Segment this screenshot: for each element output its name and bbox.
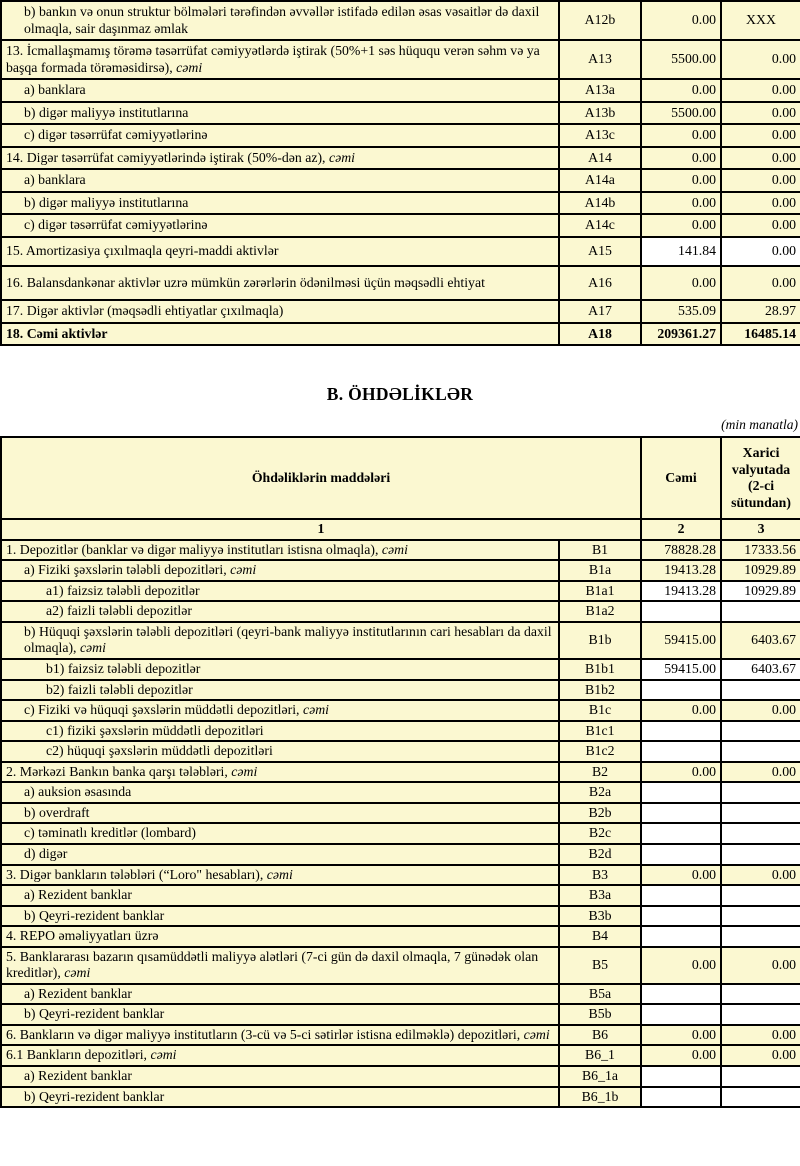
item-label-cell: a2) faizli tələbli depozitlər xyxy=(1,601,559,622)
table-row xyxy=(1,823,800,844)
table-row xyxy=(1,169,800,192)
code-cell: B1a xyxy=(559,560,641,581)
code-cell: B1b xyxy=(559,622,641,659)
item-label-cell: 1. Depozitlər (banklar və digər maliyyə institutları istisna olmaqla), cəmi xyxy=(1,540,559,561)
value-fx-cell xyxy=(721,926,800,947)
code-cell: B1c2 xyxy=(559,741,641,762)
value-total-cell xyxy=(641,782,721,803)
table-row xyxy=(1,581,800,602)
code-cell: A17 xyxy=(559,300,641,323)
table-row xyxy=(1,926,800,947)
value-total-cell: 78828.28 xyxy=(641,540,721,561)
value-fx-cell: 0.00 xyxy=(721,40,800,79)
item-label-cell: b) Hüquqi şəxslərin tələbli depozitləri (qeyri-bank maliyyə institutlarının cari hesabları da daxil olmaqla), cəmi xyxy=(1,622,559,659)
item-label-cell: a) Rezident banklar xyxy=(1,885,559,906)
value-fx-cell: 0.00 xyxy=(721,214,800,237)
item-label-cell: 17. Digər aktivlər (məqsədli ehtiyatlar çıxılmaqla) xyxy=(1,300,559,323)
code-cell: B2 xyxy=(559,762,641,783)
code-cell: B5b xyxy=(559,1004,641,1025)
code-cell: A13 xyxy=(559,40,641,79)
value-total-cell xyxy=(641,1004,721,1025)
item-label-cell: d) digər xyxy=(1,844,559,865)
value-fx-cell: 0.00 xyxy=(721,1025,800,1046)
item-label-cell: b) Qeyri-rezident banklar xyxy=(1,1087,559,1108)
value-total-cell: 5500.00 xyxy=(641,102,721,125)
liabilities-table xyxy=(0,436,800,1108)
code-cell: A16 xyxy=(559,266,641,301)
item-label-cell: c) digər təsərrüfat cəmiyyətlərinə xyxy=(1,214,559,237)
unit-note: (min manatla) xyxy=(721,417,798,433)
table-row xyxy=(1,601,800,622)
value-fx-cell: 0.00 xyxy=(721,762,800,783)
code-cell: B1b2 xyxy=(559,680,641,701)
value-total-cell xyxy=(641,926,721,947)
code-cell: A13b xyxy=(559,102,641,125)
table-row xyxy=(1,741,800,762)
value-fx-cell xyxy=(721,984,800,1005)
table-row xyxy=(1,1,800,40)
value-fx-cell xyxy=(721,844,800,865)
code-cell: B4 xyxy=(559,926,641,947)
value-total-cell: 0.00 xyxy=(641,947,721,984)
table-row xyxy=(1,79,800,102)
item-label-cell: b2) faizli tələbli depozitlər xyxy=(1,680,559,701)
value-fx-cell: 10929.89 xyxy=(721,581,800,602)
code-cell: A12b xyxy=(559,1,641,40)
code-cell: B1c1 xyxy=(559,721,641,742)
value-total-cell: 0.00 xyxy=(641,124,721,147)
table-row xyxy=(1,1087,800,1108)
value-total-cell: 0.00 xyxy=(641,192,721,215)
item-label-cell: a) Fiziki şəxslərin tələbli depozitləri, cəmi xyxy=(1,560,559,581)
item-label-cell: b) digər maliyyə institutlarına xyxy=(1,192,559,215)
item-label-cell: a) Rezident banklar xyxy=(1,1066,559,1087)
code-cell: B3b xyxy=(559,906,641,927)
value-total-cell xyxy=(641,823,721,844)
value-total-cell: 535.09 xyxy=(641,300,721,323)
code-cell: B2a xyxy=(559,782,641,803)
value-fx-cell: 0.00 xyxy=(721,169,800,192)
value-fx-cell: 0.00 xyxy=(721,102,800,125)
code-cell: A14 xyxy=(559,147,641,170)
value-total-cell xyxy=(641,741,721,762)
items-header-cell: Öhdəliklərin maddələri xyxy=(1,437,641,519)
value-total-cell: 0.00 xyxy=(641,169,721,192)
item-label-cell: c) təminatlı kreditlər (lombard) xyxy=(1,823,559,844)
value-total-cell: 0.00 xyxy=(641,214,721,237)
value-total-cell: 0.00 xyxy=(641,1,721,40)
table-row xyxy=(1,844,800,865)
code-cell: A18 xyxy=(559,323,641,346)
col-number-cell: 2 xyxy=(641,519,721,540)
value-fx-cell xyxy=(721,680,800,701)
table-row xyxy=(1,803,800,824)
item-label-cell: 13. İcmallaşmamış törəmə təsərrüfat cəmiyyətlərdə iştirak (50%+1 səs hüququ verən səhm və ya başqa formada törəməsidirsə), cəmi xyxy=(1,40,559,79)
value-fx-cell xyxy=(721,906,800,927)
item-label-cell: 6. Bankların və digər maliyyə institutların (3-cü və 5-ci sətirlər istisna edilməklə) depozitləri, cəmi xyxy=(1,1025,559,1046)
value-fx-cell: 0.00 xyxy=(721,147,800,170)
table-row xyxy=(1,762,800,783)
code-cell: B3 xyxy=(559,865,641,886)
code-cell: B1a1 xyxy=(559,581,641,602)
item-label-cell: b) bankın və onun struktur bölmələri tərəfindən əvvəllər istifadə edilən əsas vəsaitlər də daxil olmaqla, sair daşınmaz əmlak xyxy=(1,1,559,40)
value-fx-cell: 10929.89 xyxy=(721,560,800,581)
value-total-cell: 0.00 xyxy=(641,1025,721,1046)
code-cell: A14b xyxy=(559,192,641,215)
code-cell: A15 xyxy=(559,237,641,266)
item-label-cell: c1) fiziki şəxslərin müddətli depozitləri xyxy=(1,721,559,742)
table-row xyxy=(1,659,800,680)
code-cell: B2b xyxy=(559,803,641,824)
table-row xyxy=(1,947,800,984)
code-cell: B6_1b xyxy=(559,1087,641,1108)
table-row xyxy=(1,560,800,581)
liabilities-header-row xyxy=(1,437,800,519)
value-fx-cell: 0.00 xyxy=(721,237,800,266)
item-label-cell: 14. Digər təsərrüfat cəmiyyətlərində iştirak (50%-dən az), cəmi xyxy=(1,147,559,170)
value-total-cell: 0.00 xyxy=(641,865,721,886)
value-fx-cell xyxy=(721,721,800,742)
table-row xyxy=(1,1045,800,1066)
value-total-cell xyxy=(641,906,721,927)
table-row xyxy=(1,622,800,659)
table-row xyxy=(1,721,800,742)
value-fx-cell: XXX xyxy=(721,1,800,40)
table-row xyxy=(1,192,800,215)
value-fx-cell: 0.00 xyxy=(721,124,800,147)
value-fx-cell: 6403.67 xyxy=(721,659,800,680)
value-total-cell xyxy=(641,984,721,1005)
table-row xyxy=(1,540,800,561)
value-total-cell: 19413.28 xyxy=(641,560,721,581)
table-row xyxy=(1,147,800,170)
item-label-cell: a) banklara xyxy=(1,169,559,192)
table-row xyxy=(1,214,800,237)
code-cell: B2c xyxy=(559,823,641,844)
value-fx-cell: 28.97 xyxy=(721,300,800,323)
item-label-cell: a1) faizsiz tələbli depozitlər xyxy=(1,581,559,602)
column-numbers-row xyxy=(1,519,800,540)
code-cell: B2d xyxy=(559,844,641,865)
value-fx-cell: 17333.56 xyxy=(721,540,800,561)
code-cell: B5a xyxy=(559,984,641,1005)
value-total-cell: 0.00 xyxy=(641,762,721,783)
item-label-cell: b) digər maliyyə institutlarına xyxy=(1,102,559,125)
value-total-cell xyxy=(641,885,721,906)
item-label-cell: a) banklara xyxy=(1,79,559,102)
table-row xyxy=(1,124,800,147)
value-total-cell: 19413.28 xyxy=(641,581,721,602)
assets-table xyxy=(0,0,800,346)
code-cell: B6_1a xyxy=(559,1066,641,1087)
code-cell: B6 xyxy=(559,1025,641,1046)
col-number-cell: 3 xyxy=(721,519,800,540)
item-label-cell: b1) faizsiz tələbli depozitlər xyxy=(1,659,559,680)
value-total-cell xyxy=(641,1066,721,1087)
table-row xyxy=(1,323,800,346)
value-total-cell: 5500.00 xyxy=(641,40,721,79)
code-cell: A13c xyxy=(559,124,641,147)
value-fx-cell xyxy=(721,1004,800,1025)
value-fx-cell: 0.00 xyxy=(721,700,800,721)
value-fx-cell xyxy=(721,823,800,844)
code-cell: B1b1 xyxy=(559,659,641,680)
value-total-cell: 0.00 xyxy=(641,700,721,721)
value-total-cell: 59415.00 xyxy=(641,659,721,680)
table-row xyxy=(1,40,800,79)
value-total-cell xyxy=(641,844,721,865)
item-label-cell: 6.1 Bankların depozitləri, cəmi xyxy=(1,1045,559,1066)
value-fx-cell: 0.00 xyxy=(721,192,800,215)
table-row xyxy=(1,102,800,125)
item-label-cell: c) Fiziki və hüquqi şəxslərin müddətli depozitləri, cəmi xyxy=(1,700,559,721)
table-row xyxy=(1,984,800,1005)
table-row xyxy=(1,782,800,803)
code-cell: A14c xyxy=(559,214,641,237)
value-fx-cell xyxy=(721,782,800,803)
value-total-cell xyxy=(641,803,721,824)
value-fx-cell xyxy=(721,803,800,824)
item-label-cell: b) Qeyri-rezident banklar xyxy=(1,906,559,927)
item-label-cell: c2) hüquqi şəxslərin müddətli depozitləri xyxy=(1,741,559,762)
code-cell: B1a2 xyxy=(559,601,641,622)
value-total-cell: 209361.27 xyxy=(641,323,721,346)
table-row xyxy=(1,906,800,927)
value-fx-cell: 16485.14 xyxy=(721,323,800,346)
value-total-cell xyxy=(641,680,721,701)
item-label-cell: b) overdraft xyxy=(1,803,559,824)
code-cell: A14a xyxy=(559,169,641,192)
value-total-cell: 0.00 xyxy=(641,1045,721,1066)
value-total-cell: 0.00 xyxy=(641,266,721,301)
item-label-cell: 4. REPO əməliyyatları üzrə xyxy=(1,926,559,947)
value-total-cell: 0.00 xyxy=(641,147,721,170)
item-label-cell: 15. Amortizasiya çıxılmaqla qeyri-maddi aktivlər xyxy=(1,237,559,266)
item-label-cell: 5. Banklararası bazarın qısamüddətli maliyyə alətləri (7-ci gün də daxil olmaqla, 7 günədək olan kreditlər), cəmi xyxy=(1,947,559,984)
table-row xyxy=(1,865,800,886)
total-header-cell: Cəmi xyxy=(641,437,721,519)
value-fx-cell: 0.00 xyxy=(721,79,800,102)
code-cell: B1c xyxy=(559,700,641,721)
value-total-cell: 0.00 xyxy=(641,79,721,102)
col-number-cell: 1 xyxy=(1,519,641,540)
code-cell: B6_1 xyxy=(559,1045,641,1066)
item-label-cell: 3. Digər bankların tələbləri (“Loro" hesabları), cəmi xyxy=(1,865,559,886)
code-cell: B5 xyxy=(559,947,641,984)
table-row xyxy=(1,266,800,301)
item-label-cell: b) Qeyri-rezident banklar xyxy=(1,1004,559,1025)
value-fx-cell xyxy=(721,601,800,622)
value-fx-cell xyxy=(721,885,800,906)
item-label-cell: a) auksion əsasında xyxy=(1,782,559,803)
table-row xyxy=(1,885,800,906)
code-cell: B1 xyxy=(559,540,641,561)
table-row xyxy=(1,300,800,323)
value-total-cell xyxy=(641,721,721,742)
value-fx-cell xyxy=(721,741,800,762)
value-total-cell xyxy=(641,1087,721,1108)
value-total-cell: 59415.00 xyxy=(641,622,721,659)
value-fx-cell: 0.00 xyxy=(721,266,800,301)
item-label-cell: 2. Mərkəzi Bankın banka qarşı tələbləri, cəmi xyxy=(1,762,559,783)
code-cell: A13a xyxy=(559,79,641,102)
value-fx-cell: 0.00 xyxy=(721,1045,800,1066)
table-row xyxy=(1,1066,800,1087)
value-total-cell xyxy=(641,601,721,622)
value-fx-cell: 6403.67 xyxy=(721,622,800,659)
value-fx-cell xyxy=(721,1066,800,1087)
code-cell: B3a xyxy=(559,885,641,906)
section-title: B. ÖHDƏLİKLƏR xyxy=(326,384,474,405)
fx-header-cell: Xarici valyutada (2-ci sütundan) xyxy=(721,437,800,519)
value-fx-cell: 0.00 xyxy=(721,865,800,886)
item-label-cell: a) Rezident banklar xyxy=(1,984,559,1005)
item-label-cell: 16. Balansdankənar aktivlər uzrə mümkün zərərlərin ödənilməsi üçün məqsədli ehtiyat xyxy=(1,266,559,301)
value-fx-cell xyxy=(721,1087,800,1108)
table-row xyxy=(1,1004,800,1025)
item-label-cell: c) digər təsərrüfat cəmiyyətlərinə xyxy=(1,124,559,147)
table-row xyxy=(1,237,800,266)
value-total-cell: 141.84 xyxy=(641,237,721,266)
item-label-cell: 18. Cəmi aktivlər xyxy=(1,323,559,346)
table-row xyxy=(1,1025,800,1046)
table-row xyxy=(1,700,800,721)
table-row xyxy=(1,680,800,701)
value-fx-cell: 0.00 xyxy=(721,947,800,984)
